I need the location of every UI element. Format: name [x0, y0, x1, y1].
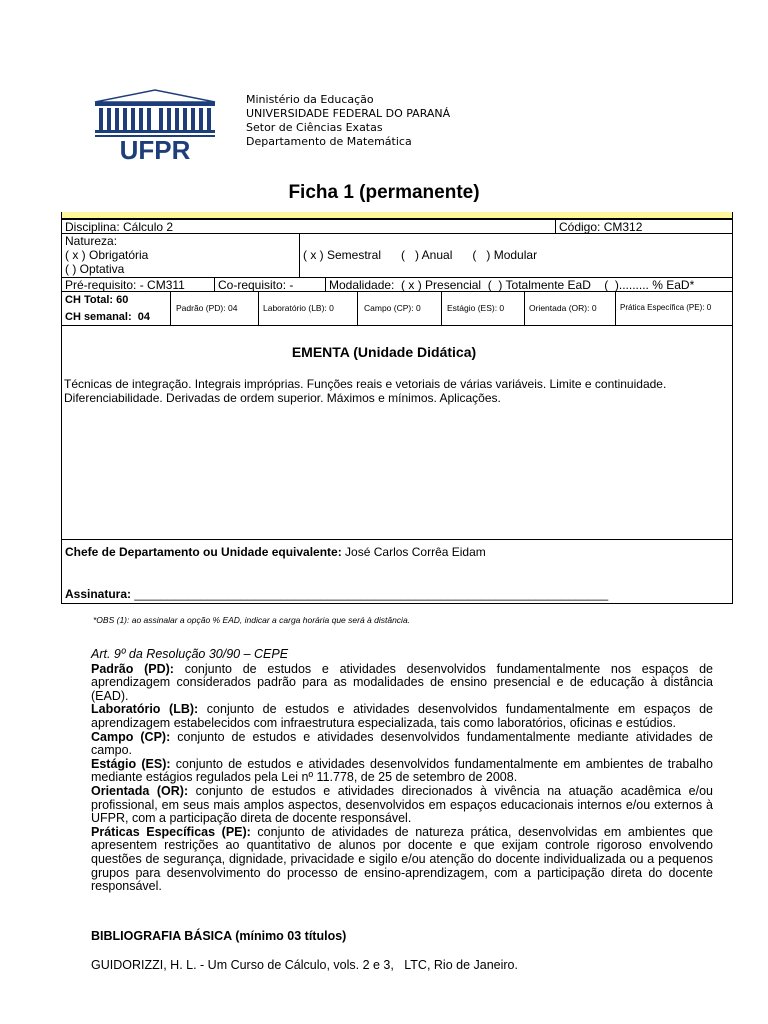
ch-pratica-especifica: Prática Específica (PE): 0 [620, 303, 712, 312]
ementa-title: EMENTA (Unidade Didática) [291, 344, 477, 360]
definition-orientada: Orientada (OR): conjunto de estudos e atividades direcionados à vivência na atuação acadêmica e/ou profissional, em seus mais amplos aspectos, desenvolvidos em espaços educacionais internos e/ou externos à UFPR, com a participação direta de docente responsável. [91, 783, 714, 826]
ch-campo: Campo (CP): 0 [364, 303, 421, 313]
institution-line-1: Ministério da Educação [246, 93, 374, 106]
bibliography-title: BIBLIOGRAFIA BÁSICA (mínimo 03 títulos) [91, 929, 347, 943]
definition-campo: Campo (CP): conjunto de estudos e atividades desenvolvidos fundamentalmente mediante atividades de campo. [91, 729, 713, 758]
ch-estagio: Estágio (ES): 0 [447, 303, 505, 313]
assinatura-row [65, 587, 608, 601]
chefe-name: José Carlos Corrêa Eidam [341, 545, 486, 559]
logo-text: UFPR [119, 135, 191, 160]
ch-semanal: CH semanal: 04 [65, 311, 150, 323]
institution-line-3: Setor de Ciências Exatas [246, 121, 383, 134]
header-band [62, 212, 732, 219]
obs-note: *OBS (1): ao assinalar a opção % EAD, indicar a carga horária que será à distância. [93, 615, 411, 625]
natureza-obrigatoria: ( x ) Obrigatória [65, 248, 149, 262]
ch-orientada: Orientada (OR): 0 [529, 303, 597, 313]
assinatura-line: _______________________________________________________________________ [131, 587, 609, 601]
chefe-label: Chefe de Departamento ou Unidade equivalente: [65, 545, 342, 559]
definition-praticas-especificas: Práticas Específicas (PE): conjunto de atividades de natureza prática, desenvolvidas em ambientes que apresentem restrições ao quantitativo de alunos por docente e que exijam controle rigoroso envolvendo questões de segurança, dignidade, privacidade e sigilo e/ou atenção do docente individualizada ou a pequenos grupos para desenvolvimento do processo de ensino-aprendizagem, com a participação direta do docente responsável. [91, 824, 713, 894]
definition-estagio: Estágio (ES): conjunto de estudos e atividades desenvolvidos fundamentalmente em ambientes de trabalho mediante estágios regulados pela Lei nº 11.778, de 25 de setembro de 2008. [91, 756, 713, 785]
natureza-optativa: ( ) Optativa [65, 262, 125, 276]
ementa-text: Técnicas de integração. Integrais impróprias. Funções reais e vetoriais de várias variáveis. Limite e continuidade. Diferenciabilidade. Derivadas de ordem superior. Máximos e mínimos. Aplicações. [64, 377, 667, 405]
form-table [61, 212, 733, 604]
institution-line-2: UNIVERSIDADE FEDERAL DO PARANÁ [246, 107, 451, 120]
ch-padrao: Padrão (PD): 04 [176, 303, 238, 313]
resolution-definitions [91, 648, 713, 894]
institution-line-4: Departamento de Matemática [246, 135, 412, 148]
periodicidade-field: ( x ) Semestral ( ) Anual ( ) Modular [303, 248, 538, 262]
pre-requisito-field: Pré-requisito: - CM311 [65, 278, 185, 292]
modalidade-field: Modalidade: ( x ) Presencial ( ) Totalmente EaD ( )......... % EaD* [329, 278, 695, 292]
disciplina-field: Disciplina: Cálculo 2 [65, 220, 174, 234]
resolution-article: Art. 9º da Resolução 30/90 – CEPE [91, 647, 289, 661]
page-title: Ficha 1 (permanente) [288, 182, 480, 203]
definition-padrao: Padrão (PD): conjunto de estudos e atividades desenvolvidos fundamentalmente nos espaços de aprendizagem considerados padrão para as modalidades de ensino presencial e de educação à distância (EAD). [91, 661, 713, 703]
bibliography-item: GUIDORIZZI, H. L. - Um Curso de Cálculo, vols. 2 e 3, LTC, Rio de Janeiro. [91, 958, 518, 972]
ufpr-logo [93, 88, 217, 160]
ch-laboratorio: Laboratório (LB): 0 [263, 303, 334, 313]
codigo-field: Código: CM312 [559, 220, 643, 234]
definition-laboratorio: Laboratório (LB): conjunto de estudos e atividades desenvolvidos fundamentalmente em espaços de aprendizagem estabelecidos com infraestrutura especializada, tais como laboratórios, oficinas e estúdios. [91, 702, 713, 730]
assinatura-label: Assinatura: [65, 587, 132, 601]
co-requisito-field: Co-requisito: - [218, 278, 294, 292]
natureza-label: Natureza: [65, 234, 118, 248]
ch-total: CH Total: 60 [65, 294, 129, 306]
chefe-departamento [65, 545, 486, 559]
